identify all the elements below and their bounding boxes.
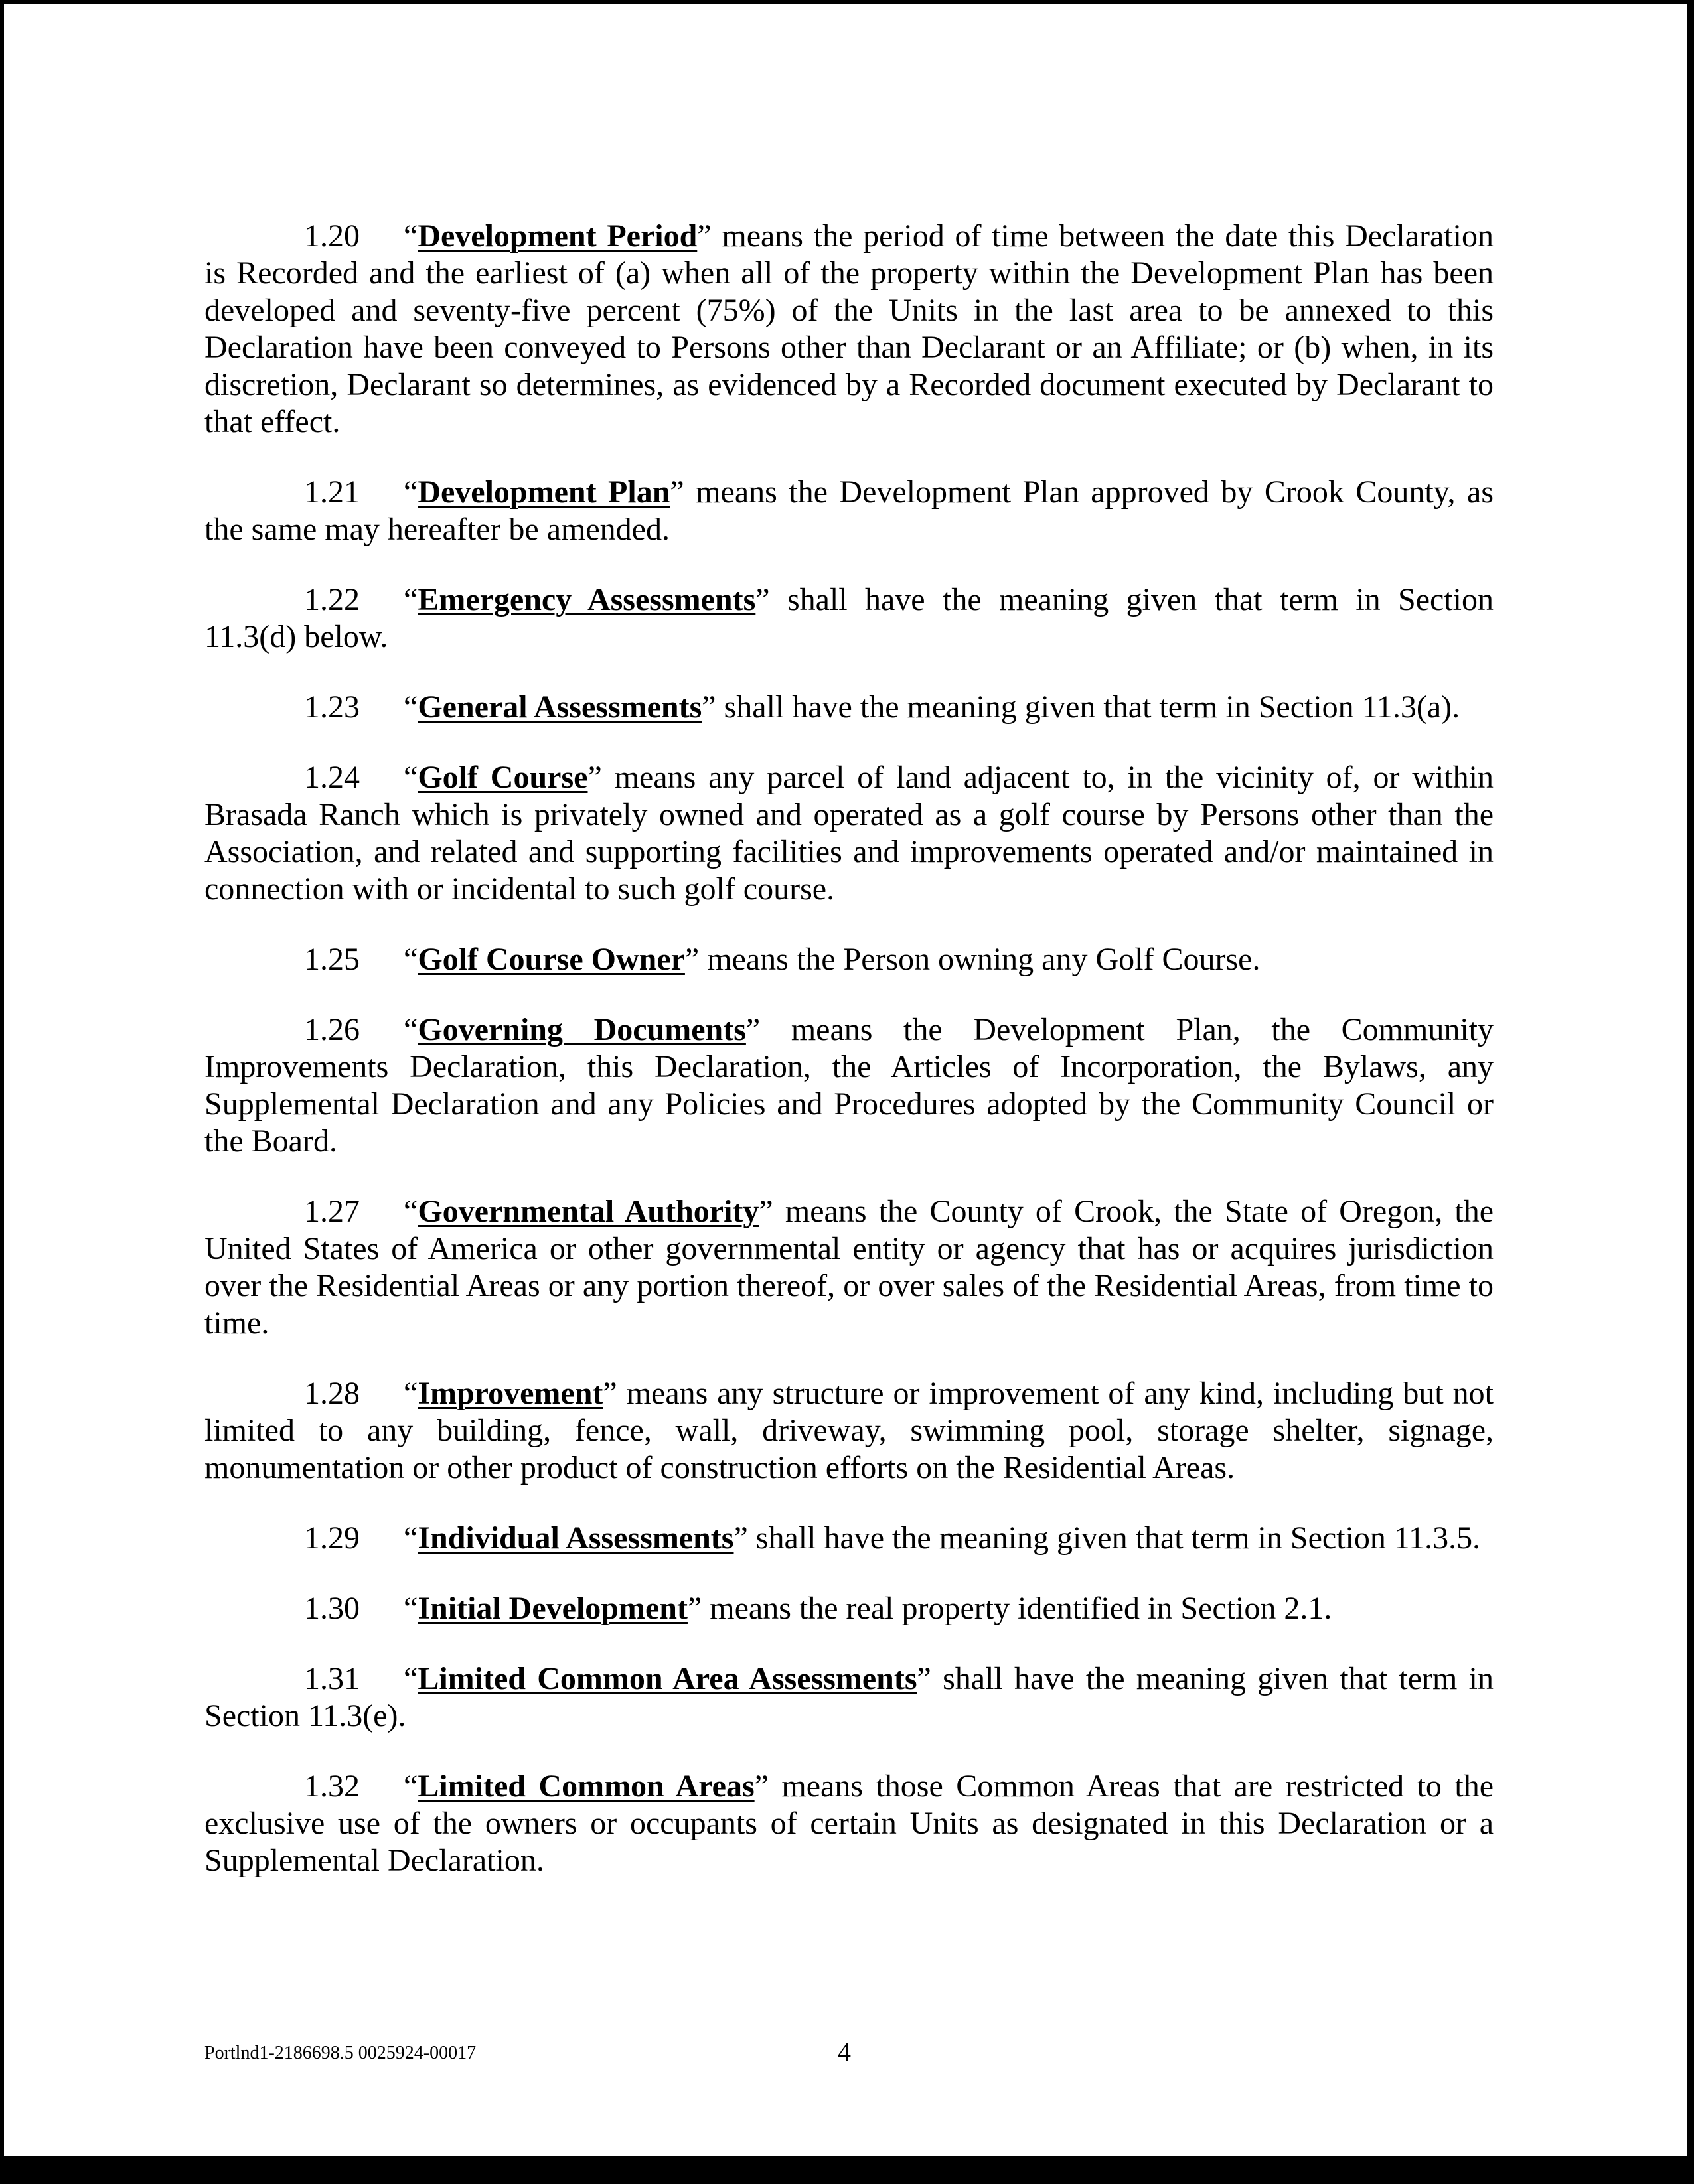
definition-1-30: 1.30 “Initial Development” means the real property identified in Section 2.1. (304, 1591, 1332, 1626)
definition-text: means any structure or improvement of any kind, including but not limited to any building, fence, wall, driveway, swimming pool, storage shelter, signage, monumentation or other product of construction efforts on the Residential Areas. (204, 1376, 1494, 1485)
definition-text: means the real property identified in Section 2.1. (702, 1591, 1332, 1626)
section-number: 1.24 (304, 760, 360, 795)
definition-text: shall have the meaning given that term in Section 11.3.5. (747, 1520, 1481, 1556)
definition-1-20: 1.20 “Development Period” means the period of time between the date this Declaration is Recorded and the earliest of (a) when all of the property within the Development Plan has been developed and seventy-five percent (75%) of the Units in the last area to be annexed to this Declaration have been conveyed to Persons other than Declarant or an Affiliate; or (b) when, in its discretion, Declarant so determines, as evidenced by a Recorded document executed by Declarant to that effect. (204, 218, 1494, 439)
section-number: 1.20 (304, 218, 360, 254)
page-number: 4 (838, 2037, 851, 2067)
definition-text: means the Development Plan approved by Crook County, as the same may hereafter be amended. (204, 474, 1494, 547)
section-number: 1.21 (304, 474, 360, 510)
defined-term: Golf Course Owner (418, 942, 685, 977)
section-number: 1.23 (304, 690, 360, 725)
defined-term: Improvement (418, 1376, 603, 1411)
defined-term: Governmental Authority (418, 1194, 759, 1229)
page-border-top (0, 0, 1694, 4)
definition-text: shall have the meaning given that term in Section 11.3(d) below. (204, 582, 1494, 654)
definition-1-27: 1.27 “Governmental Authority” means the County of Crook, the State of Oregon, the United States of America or other governmental entity or agency that has or acquires jurisdiction over the Residential Areas or any portion thereof, or over sales of the Residential Areas, from time to time. (204, 1194, 1494, 1341)
definition-1-32: 1.32 “Limited Common Areas” means those Common Areas that are restricted to the exclusive use of the owners or occupants of certain Units as designated in this Declaration or a Supplemental Declaration. (204, 1769, 1494, 1878)
definition-text: means the Person owning any Golf Course. (699, 942, 1261, 977)
definition-text: means the period of time between the date this Declaration is Recorded and the earliest of (a) when all of the property within the Development Plan has been developed and seventy-five percent (75%) of the Units in the last area to be annexed to this Declaration have been conveyed to Persons other than Declarant or an Affiliate; or (b) when, in its discretion, Declarant so determines, as evidenced by a Recorded document executed by Declarant to that effect. (204, 218, 1494, 439)
defined-term: Golf Course (418, 760, 588, 795)
section-number: 1.29 (304, 1520, 360, 1556)
section-number: 1.31 (304, 1661, 360, 1696)
definition-1-28: 1.28 “Improvement” means any structure or improvement of any kind, including but not limited to any building, fence, wall, driveway, swimming pool, storage shelter, signage, monumentation or other product of construction efforts on the Residential Areas. (204, 1376, 1494, 1485)
section-number: 1.27 (304, 1194, 360, 1229)
defined-term: General Assessments (418, 690, 702, 725)
section-number: 1.32 (304, 1769, 360, 1804)
section-number: 1.25 (304, 942, 360, 977)
definition-1-21: 1.21 “Development Plan” means the Development Plan approved by Crook County, as the same may hereafter be amended. (204, 474, 1494, 547)
definition-1-25: 1.25 “Golf Course Owner” means the Person owning any Golf Course. (304, 942, 1261, 977)
definition-text: means any parcel of land adjacent to, in the vicinity of, or within Brasada Ranch which is privately owned and operated as a golf course by Persons other than the Association, and related and supporting facilities and improvements operated and/or maintained in connection with or incidental to such golf course. (204, 760, 1494, 907)
page-border-right (1687, 0, 1694, 2184)
defined-term: Governing Documents (418, 1012, 746, 1047)
definition-1-29: 1.29 “Individual Assessments” shall have the meaning given that term in Section 11.3.5. (304, 1520, 1481, 1556)
definition-text: shall have the meaning given that term in Section 11.3(a). (716, 690, 1460, 725)
page-border-bottom (0, 2156, 1694, 2184)
definition-1-24: 1.24 “Golf Course” means any parcel of land adjacent to, in the vicinity of, or within Brasada Ranch which is privately owned and operated as a golf course by Persons other than the Association, and related and supporting facilities and improvements operated and/or maintained in connection with or incidental to such golf course. (204, 760, 1494, 907)
definition-text: means those Common Areas that are restricted to the exclusive use of the owners or occupants of certain Units as designated in this Declaration or a Supplemental Declaration. (204, 1769, 1494, 1878)
definition-text: shall have the meaning given that term in Section 11.3(e). (204, 1661, 1494, 1733)
section-number: 1.26 (304, 1012, 360, 1047)
section-number: 1.30 (304, 1591, 360, 1626)
section-number: 1.28 (304, 1376, 360, 1411)
defined-term: Limited Common Areas (418, 1769, 755, 1804)
defined-term: Development Plan (418, 474, 670, 510)
document-body (204, 218, 1494, 1913)
definition-1-23: 1.23 “General Assessments” shall have the meaning given that term in Section 11.3(a). (304, 690, 1460, 725)
defined-term: Emergency Assessments (418, 582, 756, 617)
section-number: 1.22 (304, 582, 360, 617)
page-border-left (0, 0, 4, 2184)
defined-term: Individual Assessments (418, 1520, 734, 1556)
definition-1-26: 1.26 “Governing Documents” means the Development Plan, the Community Improvements Declaration, this Declaration, the Articles of Incorporation, the Bylaws, any Supplemental Declaration and any Policies and Procedures adopted by the Community Council or the Board. (204, 1012, 1494, 1159)
definition-1-22: 1.22 “Emergency Assessments” shall have the meaning given that term in Section 11.3(d) below. (204, 582, 1494, 654)
defined-term: Development Period (418, 218, 698, 254)
definition-1-31: 1.31 “Limited Common Area Assessments” shall have the meaning given that term in Section 11.3(e). (204, 1661, 1494, 1733)
footer-doc-id: Portlnd1-2186698.5 0025924-00017 (204, 2043, 477, 2063)
definition-text: means the County of Crook, the State of Oregon, the United States of America or other governmental entity or agency that has or acquires jurisdiction over the Residential Areas or any portion thereof, or over sales of the Residential Areas, from time to time. (204, 1194, 1494, 1341)
definition-text: means the Development Plan, the Community Improvements Declaration, this Declaration, the Articles of Incorporation, the Bylaws, any Supplemental Declaration and any Policies and Procedures adopted by the Community Council or the Board. (204, 1012, 1494, 1159)
defined-term: Limited Common Area Assessments (418, 1661, 917, 1696)
defined-term: Initial Development (418, 1591, 688, 1626)
